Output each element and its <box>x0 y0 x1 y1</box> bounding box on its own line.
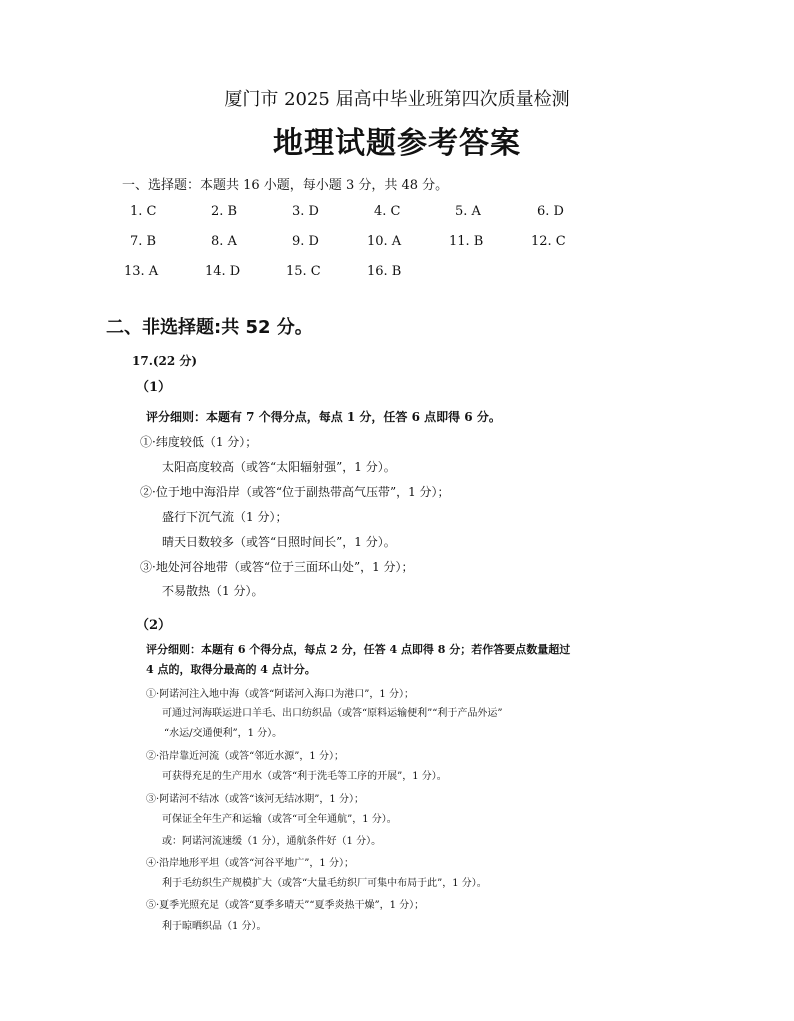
answer-point: 或：阿诺河流速缓（1 分），通航条件好（1 分）。 <box>162 836 382 847</box>
document-title: 地理试题参考答案 <box>273 126 521 161</box>
subquestion-2-scoring-rule: 评分细则：本题有 6 个得分点，每点 2 分，任答 4 点即得 8 分；若作答要点数量超过 <box>146 643 571 656</box>
answer-item: 12. C <box>531 234 566 249</box>
answer-point: ②·沿岸靠近河流（或答“邻近水源”，1 分）； <box>146 751 344 762</box>
answer-item: 8. A <box>211 234 237 249</box>
question-17-label: 17.(22 分) <box>132 354 198 368</box>
answer-item: 9. D <box>292 234 319 249</box>
answer-point: ①·阿诺河注入地中海（或答“阿诺河入海口为港口”，1 分）； <box>146 689 414 700</box>
answer-item: 7. B <box>130 234 157 249</box>
answer-item: 11. B <box>449 234 484 249</box>
answer-item: 4. C <box>374 204 401 219</box>
subquestion-2-scoring-rule: 4 点的，取得分最高的 4 点计分。 <box>146 663 316 676</box>
subquestion-2-label: （2） <box>136 618 172 633</box>
answer-point: ③·地处河谷地带（或答“位于三面环山处”，1 分）； <box>140 560 414 574</box>
answer-point: 利于毛纺织生产规模扩大（或答“大量毛纺织厂可集中布局于此”，1 分）。 <box>162 878 487 889</box>
answer-item: 6. D <box>537 204 564 219</box>
answer-point: ①·纬度较低（1 分）； <box>140 435 258 449</box>
answer-item: 3. D <box>292 204 319 219</box>
answer-point: ②·位于地中海沿岸（或答“位于副热带高气压带”，1 分）； <box>140 485 450 499</box>
answer-point: “水运/交通便利”，1 分）。 <box>164 728 283 739</box>
answer-item: 15. C <box>286 264 321 279</box>
answer-point: 晴天日数较多（或答“日照时间长”，1 分）。 <box>162 535 396 549</box>
answer-item: 16. B <box>367 264 402 279</box>
part2-heading: 二、非选择题:共 52 分。 <box>106 317 313 338</box>
answer-item: 2. B <box>211 204 238 219</box>
answer-point: ⑤·夏季光照充足（或答“夏季多晴天”“夏季炎热干燥”，1 分）； <box>146 900 425 911</box>
answer-item: 5. A <box>455 204 481 219</box>
answer-point: ③·阿诺河不结冰（或答“该河无结冰期”，1 分）； <box>146 794 364 805</box>
subquestion-1-label: （1） <box>136 380 172 395</box>
answer-item: 1. C <box>130 204 157 219</box>
answer-point: 利于晾晒织品（1 分）。 <box>162 921 267 932</box>
document-subtitle: 厦门市 2025 届高中毕业班第四次质量检测 <box>224 89 570 110</box>
part1-heading: 一、选择题：本题共 16 小题，每小题 3 分，共 48 分。 <box>122 178 449 193</box>
answer-point: ④·沿岸地形平坦（或答“河谷平地广”，1 分）； <box>146 858 354 869</box>
subquestion-1-scoring-rule: 评分细则：本题有 7 个得分点，每点 1 分，任答 6 点即得 6 分。 <box>146 410 501 424</box>
answer-item: 10. A <box>367 234 402 249</box>
answer-point: 可保证全年生产和运输（或答“可全年通航”，1 分）。 <box>162 814 397 825</box>
answer-item: 13. A <box>124 264 159 279</box>
answer-point: 不易散热（1 分）。 <box>162 584 264 598</box>
answer-point: 可获得充足的生产用水（或答“利于洗毛等工序的开展”，1 分）。 <box>162 771 447 782</box>
answer-point: 可通过河海联运进口羊毛、出口纺织品（或答“原料运输便利”“利于产品外运” <box>162 708 503 719</box>
answer-item: 14. D <box>205 264 241 279</box>
answer-point: 太阳高度较高（或答“太阳辐射强”，1 分）。 <box>162 460 396 474</box>
answer-point: 盛行下沉气流（1 分）； <box>162 510 288 524</box>
